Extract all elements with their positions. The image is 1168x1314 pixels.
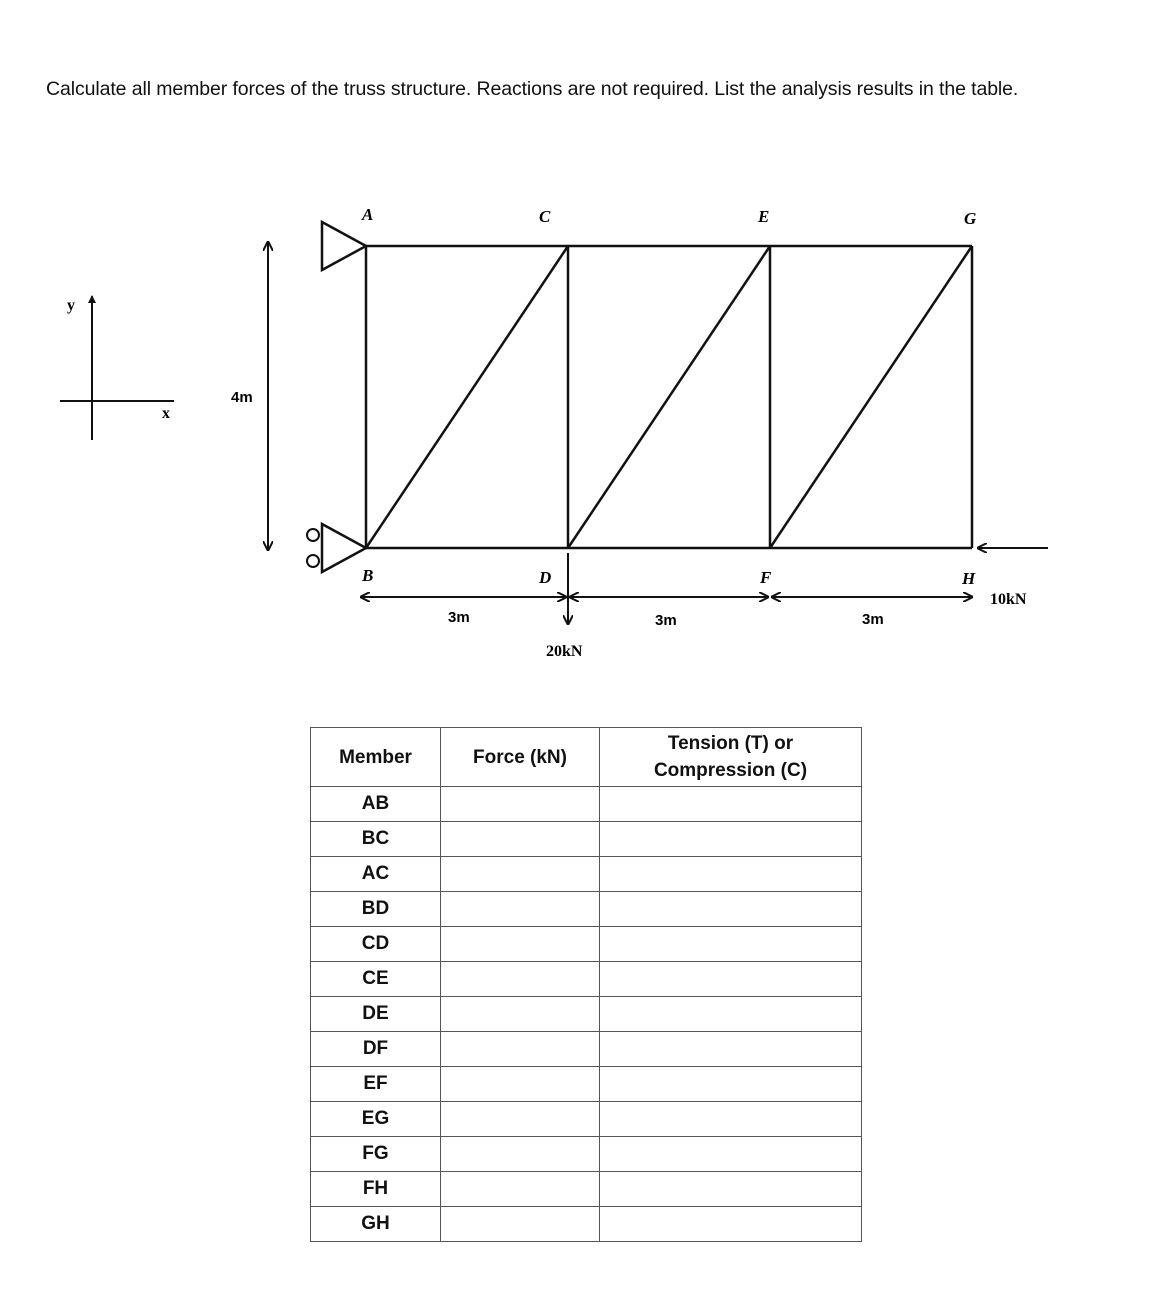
tension-compression-cell[interactable] bbox=[600, 927, 862, 962]
tension-compression-cell[interactable] bbox=[600, 857, 862, 892]
table-row bbox=[311, 997, 862, 1032]
member-cell: AC bbox=[311, 857, 441, 892]
table-header-row bbox=[311, 728, 862, 787]
header-force: Force (kN) bbox=[441, 728, 600, 787]
force-cell[interactable] bbox=[441, 1172, 600, 1207]
force-cell[interactable] bbox=[441, 892, 600, 927]
truss-members bbox=[366, 246, 972, 548]
table-row bbox=[311, 1137, 862, 1172]
table-row bbox=[311, 962, 862, 997]
tension-compression-cell[interactable] bbox=[600, 1032, 862, 1067]
member-cell: CD bbox=[311, 927, 441, 962]
member-cell: FG bbox=[311, 1137, 441, 1172]
member-de bbox=[568, 246, 770, 548]
tension-compression-cell[interactable] bbox=[600, 1102, 862, 1137]
member-cell: DE bbox=[311, 997, 441, 1032]
results-table bbox=[310, 727, 862, 1242]
member-bc bbox=[366, 246, 568, 548]
tension-compression-cell[interactable] bbox=[600, 1207, 862, 1242]
member-cell: DF bbox=[311, 1032, 441, 1067]
horizontal-load-label: 10kN bbox=[990, 591, 1027, 608]
pin-support-a bbox=[322, 222, 366, 270]
span-label-1: 3m bbox=[448, 609, 470, 626]
tension-compression-cell[interactable] bbox=[600, 962, 862, 997]
member-cell: BD bbox=[311, 892, 441, 927]
table-body bbox=[311, 787, 862, 1242]
table-row bbox=[311, 1067, 862, 1102]
table-row bbox=[311, 1032, 862, 1067]
table-row bbox=[311, 1207, 862, 1242]
x-axis-label: x bbox=[162, 405, 170, 422]
force-cell[interactable] bbox=[441, 1032, 600, 1067]
member-cell: EF bbox=[311, 1067, 441, 1102]
table-row bbox=[311, 1172, 862, 1207]
tension-compression-cell[interactable] bbox=[600, 1067, 862, 1102]
force-cell[interactable] bbox=[441, 927, 600, 962]
node-label-b: B bbox=[362, 566, 374, 585]
node-label-g: G bbox=[964, 209, 977, 228]
table-row bbox=[311, 1102, 862, 1137]
header-type-line2: Compression (C) bbox=[653, 760, 808, 781]
table-row bbox=[311, 787, 862, 822]
coordinate-axes bbox=[60, 296, 174, 440]
table-row bbox=[311, 822, 862, 857]
header-member: Member bbox=[311, 728, 441, 787]
header-type-line1: Tension (T) or bbox=[667, 733, 794, 754]
tension-compression-cell[interactable] bbox=[600, 892, 862, 927]
node-label-c: C bbox=[539, 207, 551, 226]
node-label-h: H bbox=[962, 569, 976, 588]
force-cell[interactable] bbox=[441, 962, 600, 997]
question-text: Calculate all member forces of the truss structure. Reactions are not required. List the analysis results in the table. bbox=[46, 78, 1019, 100]
member-cell: CE bbox=[311, 962, 441, 997]
tension-compression-cell[interactable] bbox=[600, 1172, 862, 1207]
tension-compression-cell[interactable] bbox=[600, 997, 862, 1032]
table-row bbox=[311, 857, 862, 892]
header-tension-compression bbox=[600, 728, 862, 787]
force-cell[interactable] bbox=[441, 1207, 600, 1242]
force-cell[interactable] bbox=[441, 822, 600, 857]
span-label-2: 3m bbox=[655, 612, 677, 629]
node-label-e: E bbox=[758, 207, 770, 226]
height-label: 4m bbox=[231, 389, 253, 406]
member-cell: BC bbox=[311, 822, 441, 857]
member-cell: GH bbox=[311, 1207, 441, 1242]
member-cell: EG bbox=[311, 1102, 441, 1137]
span-label-3: 3m bbox=[862, 611, 884, 628]
force-cell[interactable] bbox=[441, 857, 600, 892]
y-axis-label: y bbox=[67, 297, 75, 314]
member-cell: FH bbox=[311, 1172, 441, 1207]
tension-compression-cell[interactable] bbox=[600, 822, 862, 857]
node-label-d: D bbox=[539, 568, 552, 587]
member-cell: AB bbox=[311, 787, 441, 822]
force-cell[interactable] bbox=[441, 787, 600, 822]
table-row bbox=[311, 892, 862, 927]
vertical-load-label: 20kN bbox=[546, 643, 583, 660]
force-cell[interactable] bbox=[441, 1102, 600, 1137]
force-cell[interactable] bbox=[441, 1067, 600, 1102]
table-row bbox=[311, 927, 862, 962]
member-fg bbox=[770, 246, 972, 548]
roller-support-b bbox=[307, 524, 366, 572]
force-cell[interactable] bbox=[441, 1137, 600, 1172]
node-label-a: A bbox=[362, 205, 374, 224]
force-cell[interactable] bbox=[441, 997, 600, 1032]
node-label-f: F bbox=[760, 568, 772, 587]
tension-compression-cell[interactable] bbox=[600, 787, 862, 822]
tension-compression-cell[interactable] bbox=[600, 1137, 862, 1172]
